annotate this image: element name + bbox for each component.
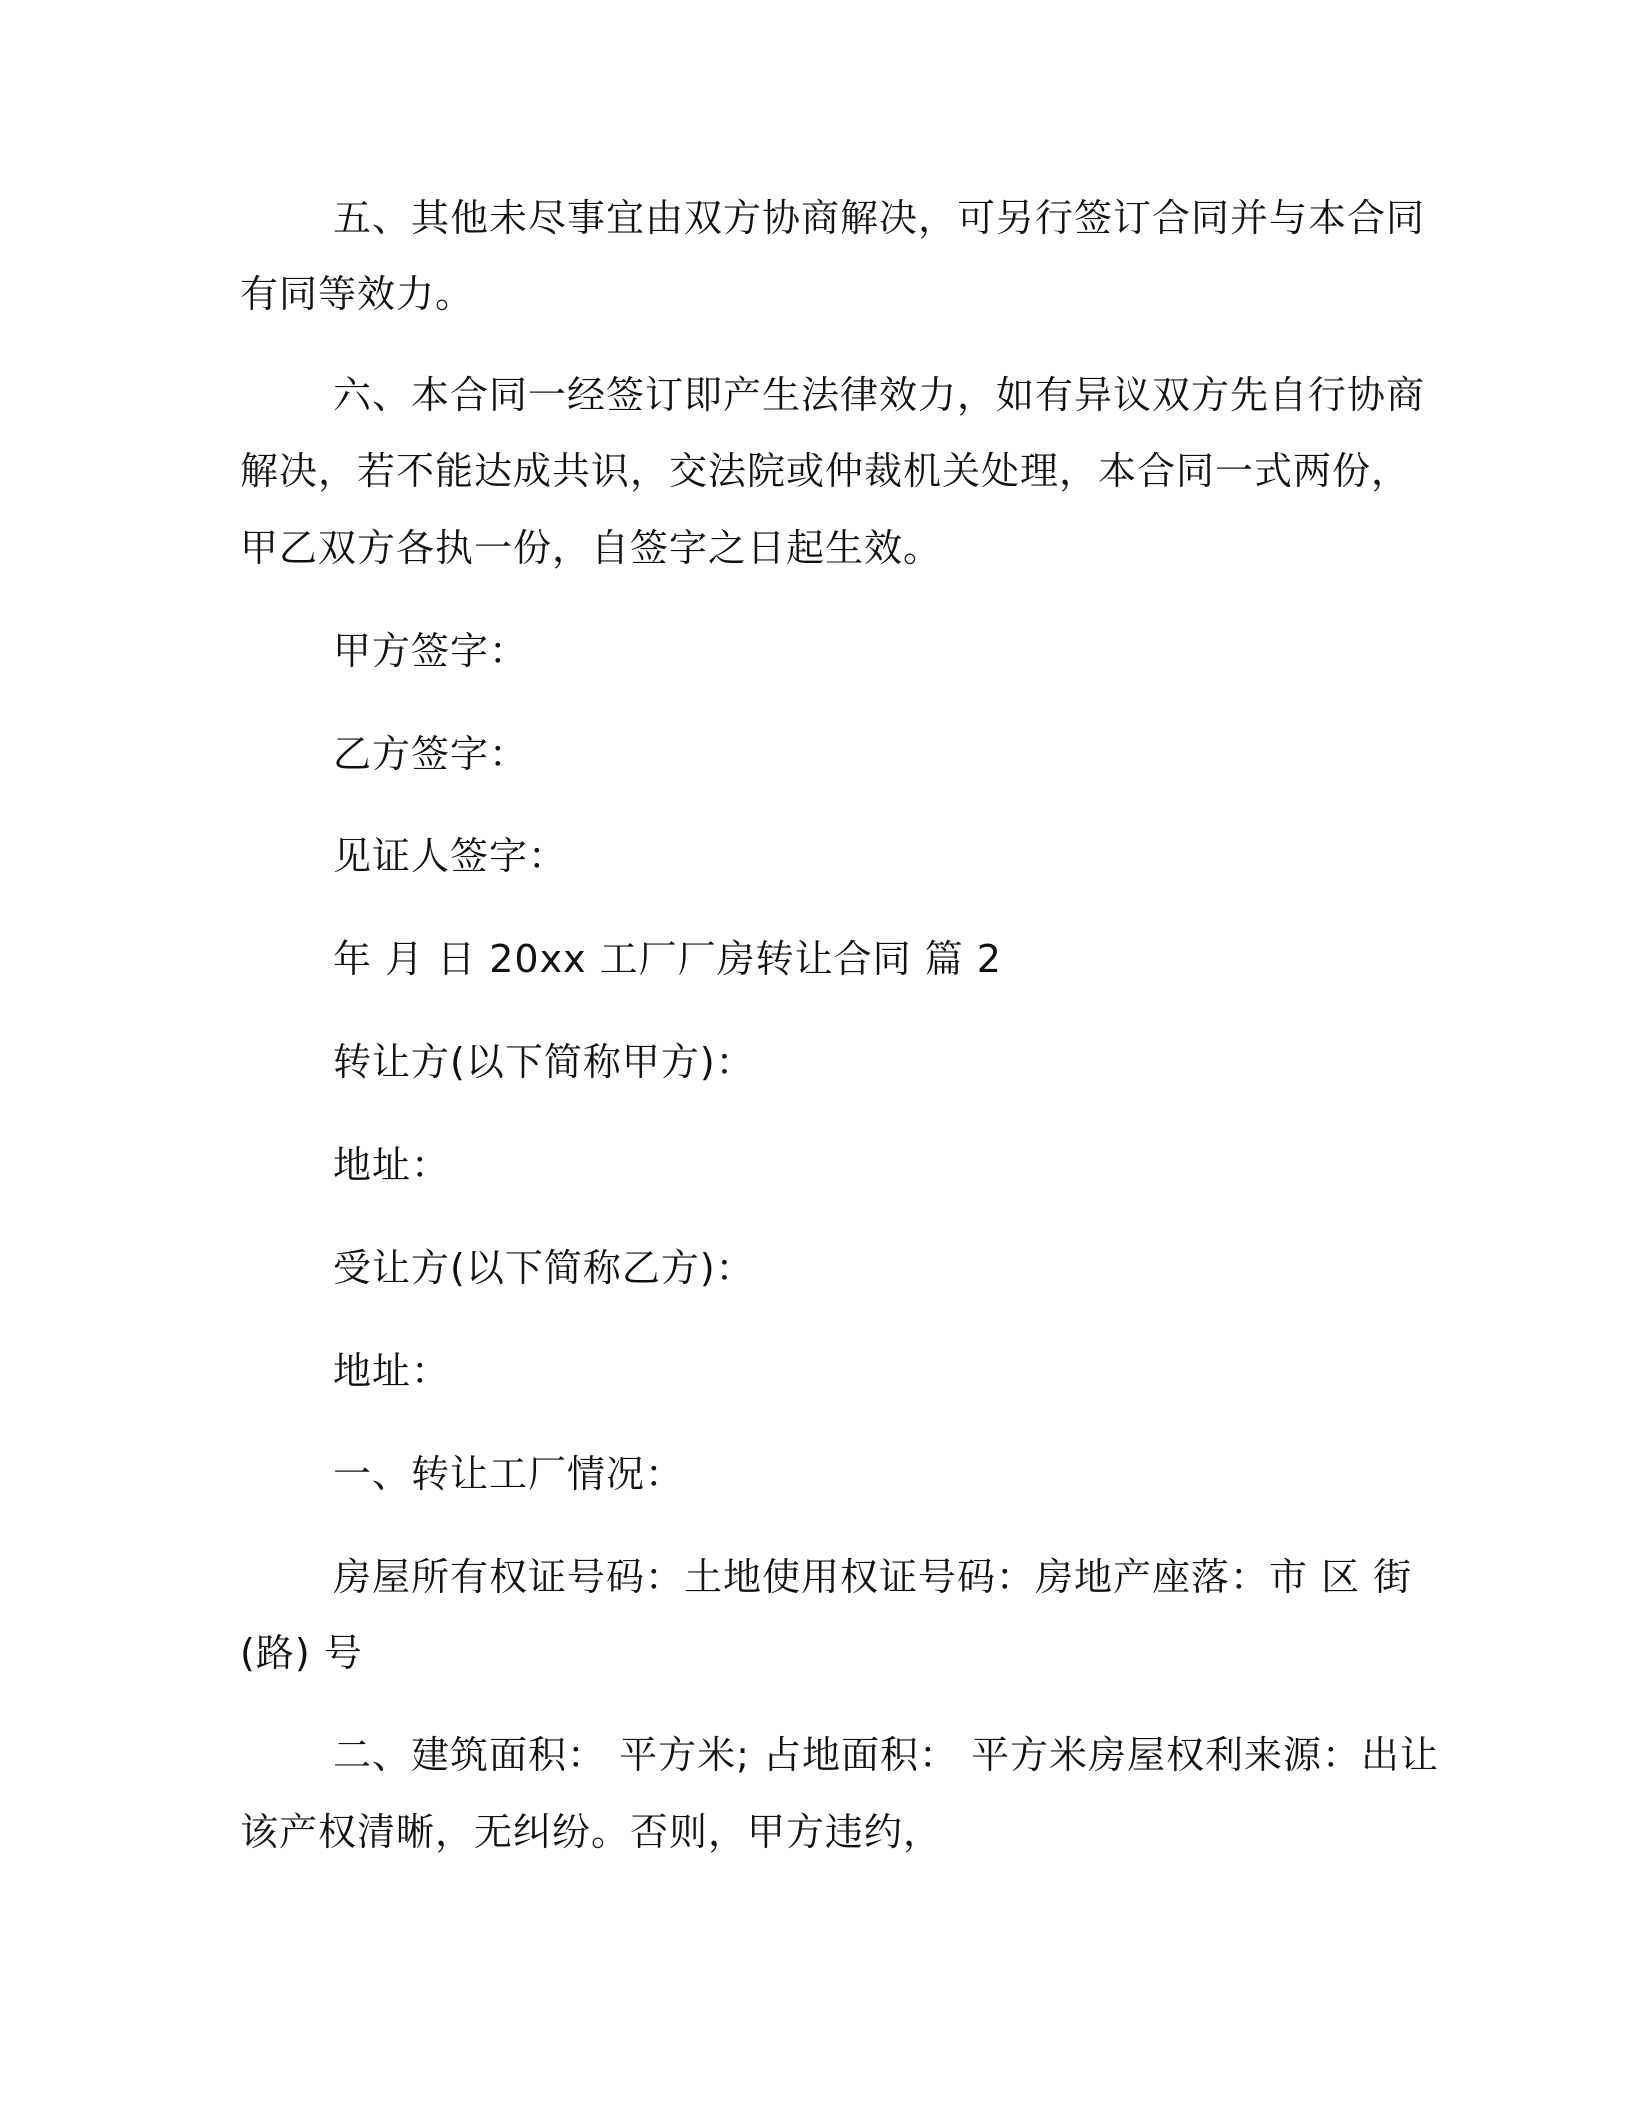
section-2-body-line-2: 该产权清晰，无纠纷。否则，甲方违约， [240, 1810, 943, 1854]
section-1-heading: 一、转让工厂情况： [333, 1452, 685, 1496]
section-1-body-line-1: 房屋所有权证号码：土地使用权证号码：房地产座落：市 区 街 [333, 1555, 1413, 1599]
witness-signature-label: 见证人签字： [333, 834, 568, 878]
clause-6-line-2: 解决，若不能达成共识，交法院或仲裁机关处理，本合同一式两份， [240, 449, 1411, 493]
party-b-signature-label: 乙方签字： [333, 732, 529, 776]
transferor-address-label: 地址： [333, 1143, 451, 1187]
clause-6-line-3: 甲乙双方各执一份，自签字之日起生效。 [240, 526, 943, 570]
party-a-signature-label: 甲方签字： [333, 629, 529, 673]
clause-5-line-2: 有同等效力。 [240, 272, 475, 316]
section-2-body-line-1: 二、建筑面积： 平方米; 占地面积： 平方米房屋权利来源：出让 [333, 1733, 1440, 1777]
transferor-label: 转让方(以下简称甲方)： [333, 1040, 755, 1084]
transferee-label: 受让方(以下简称乙方)： [333, 1246, 755, 1290]
transferee-address-label: 地址： [333, 1349, 451, 1393]
section-1-body-line-2: (路) 号 [240, 1631, 363, 1675]
clause-6-line-1: 六、本合同一经签订即产生法律效力，如有异议双方先自行协商 [333, 373, 1426, 417]
date-and-contract-title: 年 月 日 20xx 工厂厂房转让合同 篇 2 [333, 937, 1002, 981]
clause-5-line-1: 五、其他未尽事宜由双方协商解决，可另行签订合同并与本合同 [333, 196, 1426, 240]
